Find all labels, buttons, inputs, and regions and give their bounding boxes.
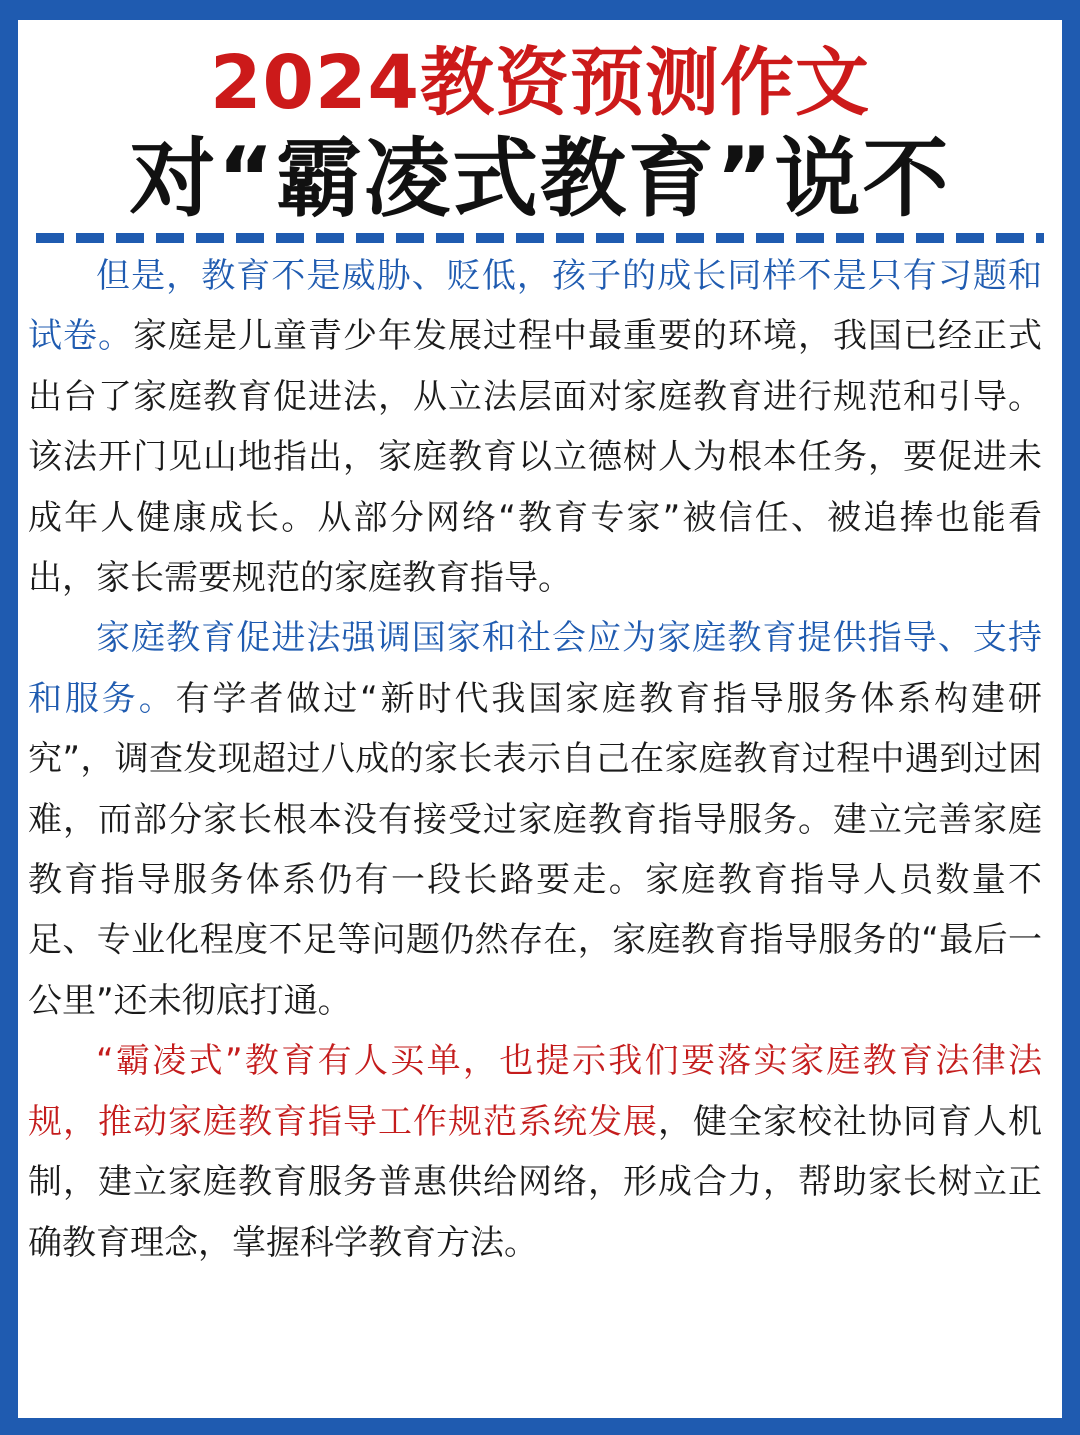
paragraph-2-highlight: 家庭教育促进法强调国家和社会应为家庭教育提供指导、支持和服务。 — [28, 618, 1042, 719]
paragraph-3-highlight: “霸凌式”教育有人买单，也提示我们要落实家庭教育法律法规，推动家庭教育指导工作规范系统发展 — [28, 1041, 1042, 1142]
paragraph-1-highlight: 但是，教育不是威胁、贬低，孩子的成长同样不是只有习题和试卷。 — [28, 256, 1042, 357]
paragraph-1 — [28, 246, 1042, 608]
dashed-divider — [36, 233, 1044, 243]
paragraph-1-text: 家庭是儿童青少年发展过程中最重要的环境，我国已经正式出台了家庭教育促进法，从立法层面对家庭教育进行规范和引导。该法开门见山地指出，家庭教育以立德树人为根本任务，要促进未成年人健康成长。从部分网络“教育专家”被信任、被追捧也能看出，家长需要规范的家庭教育指导。 — [28, 316, 1042, 599]
page-title-line2: 对“霸凌式教育”说不 — [129, 129, 951, 229]
paragraph-3-text: ，健全家校社协同育人机制，建立家庭教育服务普惠供给网络，形成合力，帮助家长树立正确教育理念，掌握科学教育方法。 — [28, 1101, 1042, 1263]
article-body — [28, 246, 1042, 1273]
paragraph-3 — [28, 1031, 1042, 1273]
article-card — [18, 20, 1062, 1418]
paragraph-2-text: 有学者做过“新时代我国家庭教育指导服务体系构建研究”，调查发现超过八成的家长表示自己在家庭教育过程中遇到过困难，而部分家长根本没有接受过家庭教育指导服务。建立完善家庭教育指导服务体系仍有一段长路要走。家庭教育指导人员数量不足、专业化程度不足等问题仍然存在，家庭教育指导服务的“最后一公里”还未彻底打通。 — [28, 678, 1043, 1021]
page-title-line1: 2024教资预测作文 — [210, 40, 870, 126]
paragraph-2 — [28, 608, 1042, 1031]
